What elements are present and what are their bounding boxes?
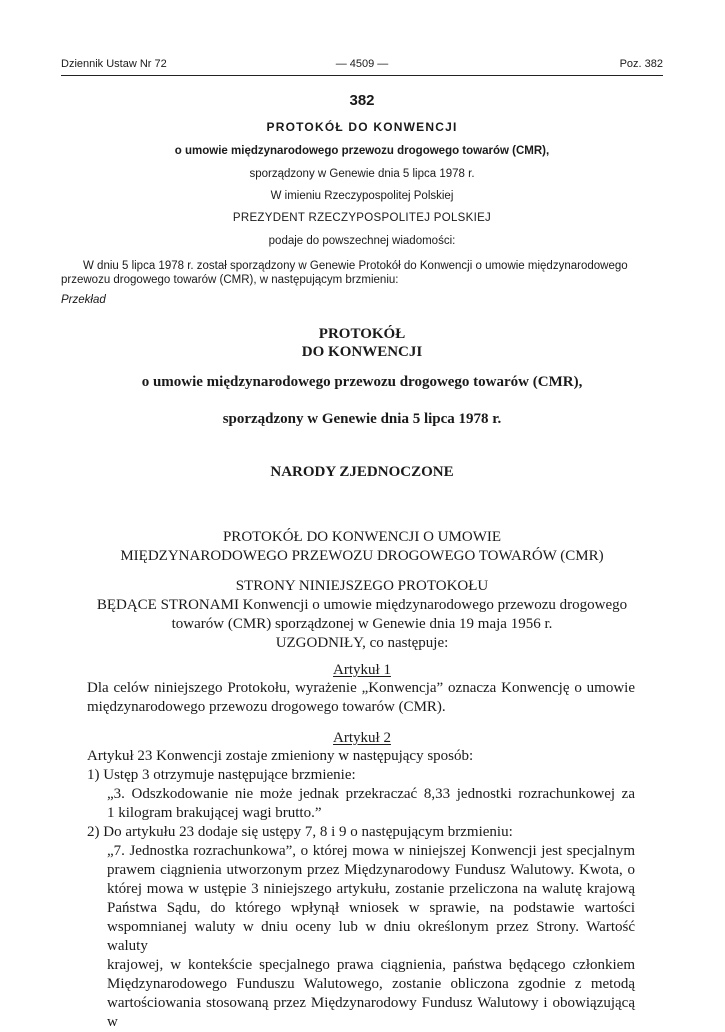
- article-1-line-1: Dla celów niniejszego Protokołu, wyrażenie „Konwencja” oznacza Konwencję o umowie: [87, 680, 635, 696]
- intro-paragraph: [61, 259, 663, 287]
- protocol-title-3: o umowie międzynarodowego przewozu drogowego towarów (CMR),: [141, 374, 583, 390]
- president-line: PREZYDENT RZECZYPOSPOLITEJ POLSKIEJ: [232, 212, 492, 224]
- announcement-line: podaje do powszechnej wiadomości:: [268, 235, 456, 247]
- article-2-item-2-quote-7: Międzynarodowego Funduszu Walutowego, zostanie obliczona zgodnie z metodą: [107, 976, 635, 992]
- article-2-line-1: Artykuł 23 Konwencji zostaje zmieniony w następujący sposób:: [87, 748, 474, 764]
- article-2-text: [87, 747, 635, 1032]
- position-number: Poz. 382: [619, 58, 663, 70]
- page-header: [61, 58, 663, 74]
- article-2-item-2-quote-1: „7. Jednostka rozrachunkowa”, o której mowa w niniejszej Konwencji jest specjalnym: [107, 843, 635, 859]
- protocol-heading-line-2: MIĘDZYNARODOWEGO PRZEWOZU DROGOWEGO TOWARÓW (CMR): [120, 548, 604, 564]
- translation-label: Przekład: [61, 294, 106, 306]
- article-2-item-1-quote-1: „3. Odszkodowanie nie może jednak przekraczać 8,33 jednostki rozrachunkowej za: [107, 786, 635, 802]
- act-number: 382: [349, 92, 375, 109]
- article-1-line-2: międzynarodowego przewozu drogowego towarów (CMR).: [87, 699, 446, 715]
- article-2-heading-text: Artykuł 2: [333, 730, 391, 746]
- intro-line-2: przewozu drogowego towarów (CMR), w następującym brzmieniu:: [61, 274, 399, 286]
- article-1-text: [87, 679, 635, 717]
- article-2-item-2-quote-8: wartościowania stosowaną przez Międzynarodowy Fundusz Walutowy i obowiązującą w: [107, 995, 635, 1030]
- protocol-heading-line-1: PROTOKÓŁ DO KONWENCJI O UMOWIE: [222, 529, 502, 545]
- act-title: PROTOKÓŁ DO KONWENCJI: [266, 120, 458, 134]
- protocol-title-4: sporządzony w Genewie dnia 5 lipca 1978 r.: [222, 411, 502, 427]
- article-2-item-2-quote-4: Państwa Sądu, do którego wpłynął wniosek w sprawie, na podstawie wartości: [107, 900, 635, 916]
- article-2-item-2-quote-5: wspomnianej waluty w dniu oceny lub w dniu określonym przez Strony. Wartość waluty: [107, 919, 635, 954]
- article-2-item-2: 2) Do artykułu 23 dodaje się ustępy 7, 8 i 9 o następującym brzmieniu:: [87, 824, 513, 840]
- on-behalf-line: W imieniu Rzeczypospolitej Polskiej: [270, 190, 454, 202]
- article-2-item-1: 1) Ustęp 3 otrzymuje następujące brzmienie:: [87, 767, 356, 783]
- journal-name: Dziennik Ustaw Nr 72: [61, 58, 167, 70]
- article-2-heading: [61, 729, 663, 748]
- united-nations-heading: NARODY ZJEDNOCZONE: [270, 464, 454, 480]
- parties-block: [61, 577, 663, 653]
- protocol-title-1: PROTOKÓŁ: [318, 326, 406, 342]
- act-subtitle: o umowie międzynarodowego przewozu drogowego towarów (CMR),: [174, 145, 550, 157]
- header-divider: [61, 75, 663, 76]
- parties-line-3: towarów (CMR) sporządzonej w Genewie dnia 19 maja 1956 r.: [171, 616, 553, 632]
- article-2-item-1-quote-2: 1 kilogram brakującej wagi brutto.”: [107, 805, 322, 821]
- act-place-date: sporządzony w Genewie dnia 5 lipca 1978 r.: [249, 168, 475, 180]
- article-2-item-2-quote-6: krajowej, w kontekście specjalnego prawa ciągnienia, państwa będącego członkiem: [107, 957, 635, 973]
- article-2-item-2-quote-2: prawem ciągnienia utworzonym przez Międzynarodowy Fundusz Walutowy. Kwota, o: [107, 862, 635, 878]
- protocol-title-2: DO KONWENCJI: [301, 344, 423, 360]
- parties-line-4: UZGODNIŁY, co następuje:: [275, 635, 449, 651]
- protocol-heading: [61, 528, 663, 566]
- parties-line-1: STRONY NINIEJSZEGO PROTOKOŁU: [235, 578, 489, 594]
- article-1-heading: [61, 661, 663, 680]
- article-1-heading-text: Artykuł 1: [333, 662, 391, 678]
- intro-line-1: W dniu 5 lipca 1978 r. został sporządzony w Genewie Protokół do Konwencji o umowie międzynarodowego: [83, 260, 628, 272]
- parties-line-2: BĘDĄCE STRONAMI Konwencji o umowie międzynarodowego przewozu drogowego: [96, 597, 628, 613]
- article-2-item-2-quote-3: której mowa w ustępie 3 niniejszego artykułu, zostanie przeliczona na walutę krajową: [107, 881, 635, 897]
- page-number: — 4509 —: [335, 58, 389, 70]
